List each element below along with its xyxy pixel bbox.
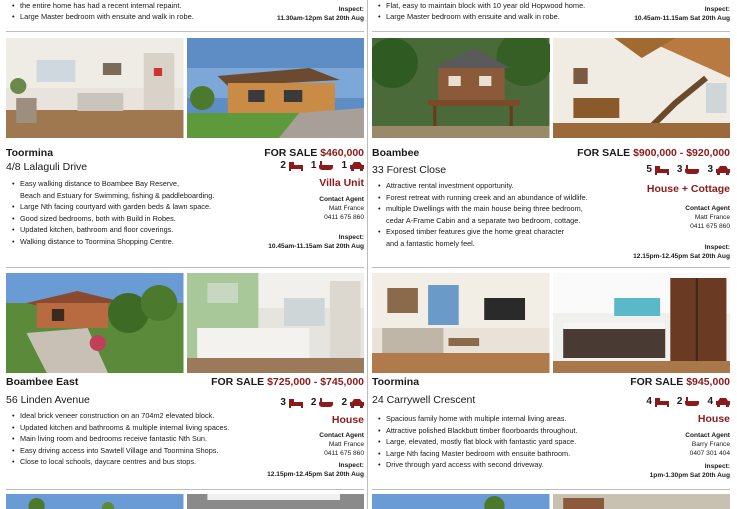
photo-next-exterior[interactable] (372, 494, 550, 509)
previous-listing-bullets (12, 0, 262, 22)
car-icon (716, 397, 730, 407)
agent-phone: 0407 301 404 (689, 450, 730, 457)
price-amount: $945,000 (686, 376, 730, 388)
agent-contact (685, 431, 730, 458)
listing-address: 56 Linden Avenue (6, 394, 90, 406)
listing-price (577, 147, 730, 159)
bullet: • Walking distance to Toormina Shopping Centre. (6, 236, 268, 248)
bullet: • Forest retreat with running creek and an abundance of wildlife. (372, 192, 642, 204)
price-amount: $900,000 - $920,000 (633, 147, 730, 159)
price-amount: $460,000 (320, 147, 364, 159)
agent-phone (688, 0, 730, 1)
bullet: and a fantastic homely feel. (386, 238, 475, 248)
contact-label: Contact Agent (319, 196, 364, 203)
agent-contact (319, 195, 364, 222)
divider (6, 31, 364, 32)
car-count: 4 (707, 396, 713, 407)
bath-count: 3 (676, 164, 683, 175)
contact-label: Contact Agent (685, 205, 730, 212)
agent-name: Matt France (328, 205, 364, 212)
photo-lounge-room[interactable] (372, 273, 550, 373)
car-count: 1 (341, 160, 347, 171)
bullet: • Good sized bedrooms, both with Build in Robes. (6, 213, 268, 225)
listing-features (646, 396, 730, 407)
agent-phone: 0411 675 860 (324, 450, 364, 457)
bed-count: 4 (646, 396, 652, 407)
listing-bullets (372, 413, 634, 471)
bath-icon (685, 397, 699, 407)
bath-icon (685, 165, 699, 175)
bullet: • Attractive polished Blackbutt timber floorboards throughout. (372, 425, 634, 437)
property-type: House + Cottage (646, 183, 730, 195)
inspection (267, 461, 364, 479)
inspection (650, 462, 730, 480)
agent-contact (319, 431, 364, 458)
listing-bullets (372, 180, 642, 250)
inspect-time: 1pm-1.30pm Sat 20th Aug (649, 472, 730, 479)
previous-listing-bullets (378, 0, 628, 22)
listing-price (630, 376, 730, 388)
bed-icon (289, 398, 303, 408)
bed-icon (655, 397, 669, 407)
photo-next-interior[interactable] (187, 494, 365, 509)
listing-features (280, 397, 364, 408)
bath-count: 2 (310, 397, 317, 408)
bullet: • Updated kitchen, bathroom and floor coverings. (6, 224, 268, 236)
photo-living-room[interactable] (6, 38, 184, 138)
listing-suburb: Boambee (372, 147, 420, 159)
previous-listing-fragment (372, 0, 730, 32)
divider (6, 267, 364, 268)
divider (6, 489, 364, 490)
listing-suburb: Toormina (6, 147, 54, 159)
photo-cabin-exterior[interactable] (372, 38, 550, 138)
bed-icon (655, 165, 669, 175)
photo-exterior[interactable] (187, 38, 365, 138)
photo-next-exterior[interactable] (6, 494, 184, 509)
bath-count: 1 (310, 160, 317, 171)
agent-phone (322, 0, 364, 1)
bullet: • Close to local schools, daycare centres and bus stops. (6, 456, 268, 468)
divider (372, 489, 730, 490)
agent-phone: 0411 675 860 (324, 214, 364, 221)
bullet: • Updated kitchen and bathrooms & multiple internal living spaces. (6, 422, 268, 434)
inspect-label: Inspect: (338, 462, 364, 469)
left-column (6, 0, 364, 509)
contact-label: Contact Agent (319, 432, 364, 439)
agent-name: Matt France (328, 441, 364, 448)
listing-photos (6, 38, 364, 138)
for-sale-label: FOR SALE (577, 147, 631, 159)
property-type: House (697, 413, 730, 425)
divider (372, 267, 730, 268)
for-sale-label: FOR SALE (211, 376, 265, 388)
bed-count: 3 (280, 397, 286, 408)
inspect-time: 11.30am-12pm Sat 20th Aug (277, 15, 364, 22)
listing-address: 24 Carrywell Crescent (372, 394, 476, 406)
inspect-label: Inspect: (338, 6, 364, 13)
listing-features (280, 160, 364, 171)
property-type: Villa Unit (319, 177, 364, 189)
next-listing-photos (372, 494, 730, 509)
bullet: • Large Master bedroom with ensuite and walk in robe. (378, 11, 628, 22)
agent-name: Matt France (694, 214, 730, 221)
bullet: • multiple Dwellings with the main house being three bedroom, (372, 203, 642, 215)
bullet: • Ideal brick veneer construction on an 704m2 elevated block. (6, 410, 268, 422)
listing-suburb: Boambee East (6, 376, 79, 388)
listing-photos (372, 273, 730, 373)
inspect-time: 12.15pm-12.45pm Sat 20th Aug (267, 471, 364, 478)
listing-features (646, 164, 730, 175)
inspection (268, 233, 364, 251)
column-divider (367, 0, 368, 509)
bullet: • Main living room and bedrooms receive fantastic Nth Sun. (6, 433, 268, 445)
inspect-time: 10.45am-11.15am Sat 20th Aug (268, 243, 364, 250)
next-listing-photos (6, 494, 364, 509)
contact-label: Contact Agent (685, 432, 730, 439)
inspect-label: Inspect: (704, 463, 730, 470)
bullet: • Large Nth facing courtyard with garden beds & lawn space. (6, 201, 268, 213)
bed-icon (289, 161, 303, 171)
car-icon (350, 161, 364, 171)
car-icon (350, 398, 364, 408)
listing-boambee-east (6, 376, 364, 501)
listing-suburb: Toormina (372, 376, 420, 388)
car-count: 3 (707, 164, 713, 175)
photo-aframe-interior[interactable] (553, 38, 731, 138)
bullet: • Easy driving access into Sawtell Village and Toormina Shops. (6, 445, 268, 457)
listing-bullets (6, 178, 268, 248)
agent-name: Barry France (691, 441, 730, 448)
bullet: • Flat, easy to maintain block with 10 year old Hopwood home. (378, 0, 628, 11)
inspect-time: 12.15pm-12.45pm Sat 20th Aug (633, 253, 730, 260)
bullet: • Drive through yard access with second driveway. (372, 459, 634, 471)
listing-address: 33 Forest Close (372, 164, 447, 176)
listing-toormina-carrywell (372, 376, 730, 501)
car-icon (716, 165, 730, 175)
price-amount: $725,000 - $745,000 (267, 376, 364, 388)
photo-aerial-exterior[interactable] (6, 273, 184, 373)
listing-price (264, 147, 364, 159)
bed-count: 2 (280, 160, 286, 171)
for-sale-label: FOR SALE (264, 147, 318, 159)
bath-icon (319, 398, 333, 408)
listing-price (211, 376, 364, 388)
listing-boambee-forest-close (372, 147, 730, 272)
bullet: • the entire home has had a recent internal repaint. (12, 0, 262, 11)
listing-photos (372, 38, 730, 138)
inspect-label: Inspect: (704, 244, 730, 251)
photo-next-interior[interactable] (553, 494, 731, 509)
divider (372, 31, 730, 32)
bullet: • Attractive rental investment opportunity. (372, 180, 642, 192)
bullet: • Large Nth facing Master bedroom with ensuite bathroom. (372, 448, 634, 460)
inspection (633, 243, 730, 261)
listing-photos (6, 273, 364, 373)
bullet: Beach and Estuary for Swimming, fishing & paddleboarding. (20, 190, 215, 200)
bullet: • Exposed timber features give the home great character (372, 226, 642, 238)
inspect-time: 10.45am-11.15am Sat 20th Aug (634, 15, 730, 22)
bath-icon (319, 161, 333, 171)
inspect-label: Inspect: (338, 234, 364, 241)
bullet: • Easy walking distance to Boambee Bay Reserve, (6, 178, 268, 190)
bullet: • Large, elevated, mostly flat block with fantastic yard space. (372, 436, 634, 448)
photo-modern-kitchen[interactable] (553, 273, 731, 373)
previous-listing-fragment (6, 0, 364, 32)
listing-address: 4/8 Lalaguli Drive (6, 161, 88, 173)
right-column (372, 0, 730, 509)
property-type: House (331, 414, 364, 426)
bullet: • Large Master bedroom with ensuite and walk in robe. (12, 11, 262, 22)
photo-kitchen[interactable] (187, 273, 365, 373)
for-sale-label: FOR SALE (630, 376, 684, 388)
bed-count: 5 (646, 164, 652, 175)
bullet: • Spacious family home with multiple internal living areas. (372, 413, 634, 425)
agent-phone: 0411 675 860 (690, 223, 730, 230)
listing-bullets (6, 410, 268, 468)
inspect-label: Inspect: (704, 6, 730, 13)
car-count: 2 (341, 397, 347, 408)
agent-contact (685, 204, 730, 231)
listing-toormina-lalaguli (6, 147, 364, 272)
bullet: cedar A-Frame Cabin and a separate two bedroom, cottage. (386, 215, 581, 225)
bath-count: 2 (676, 396, 683, 407)
